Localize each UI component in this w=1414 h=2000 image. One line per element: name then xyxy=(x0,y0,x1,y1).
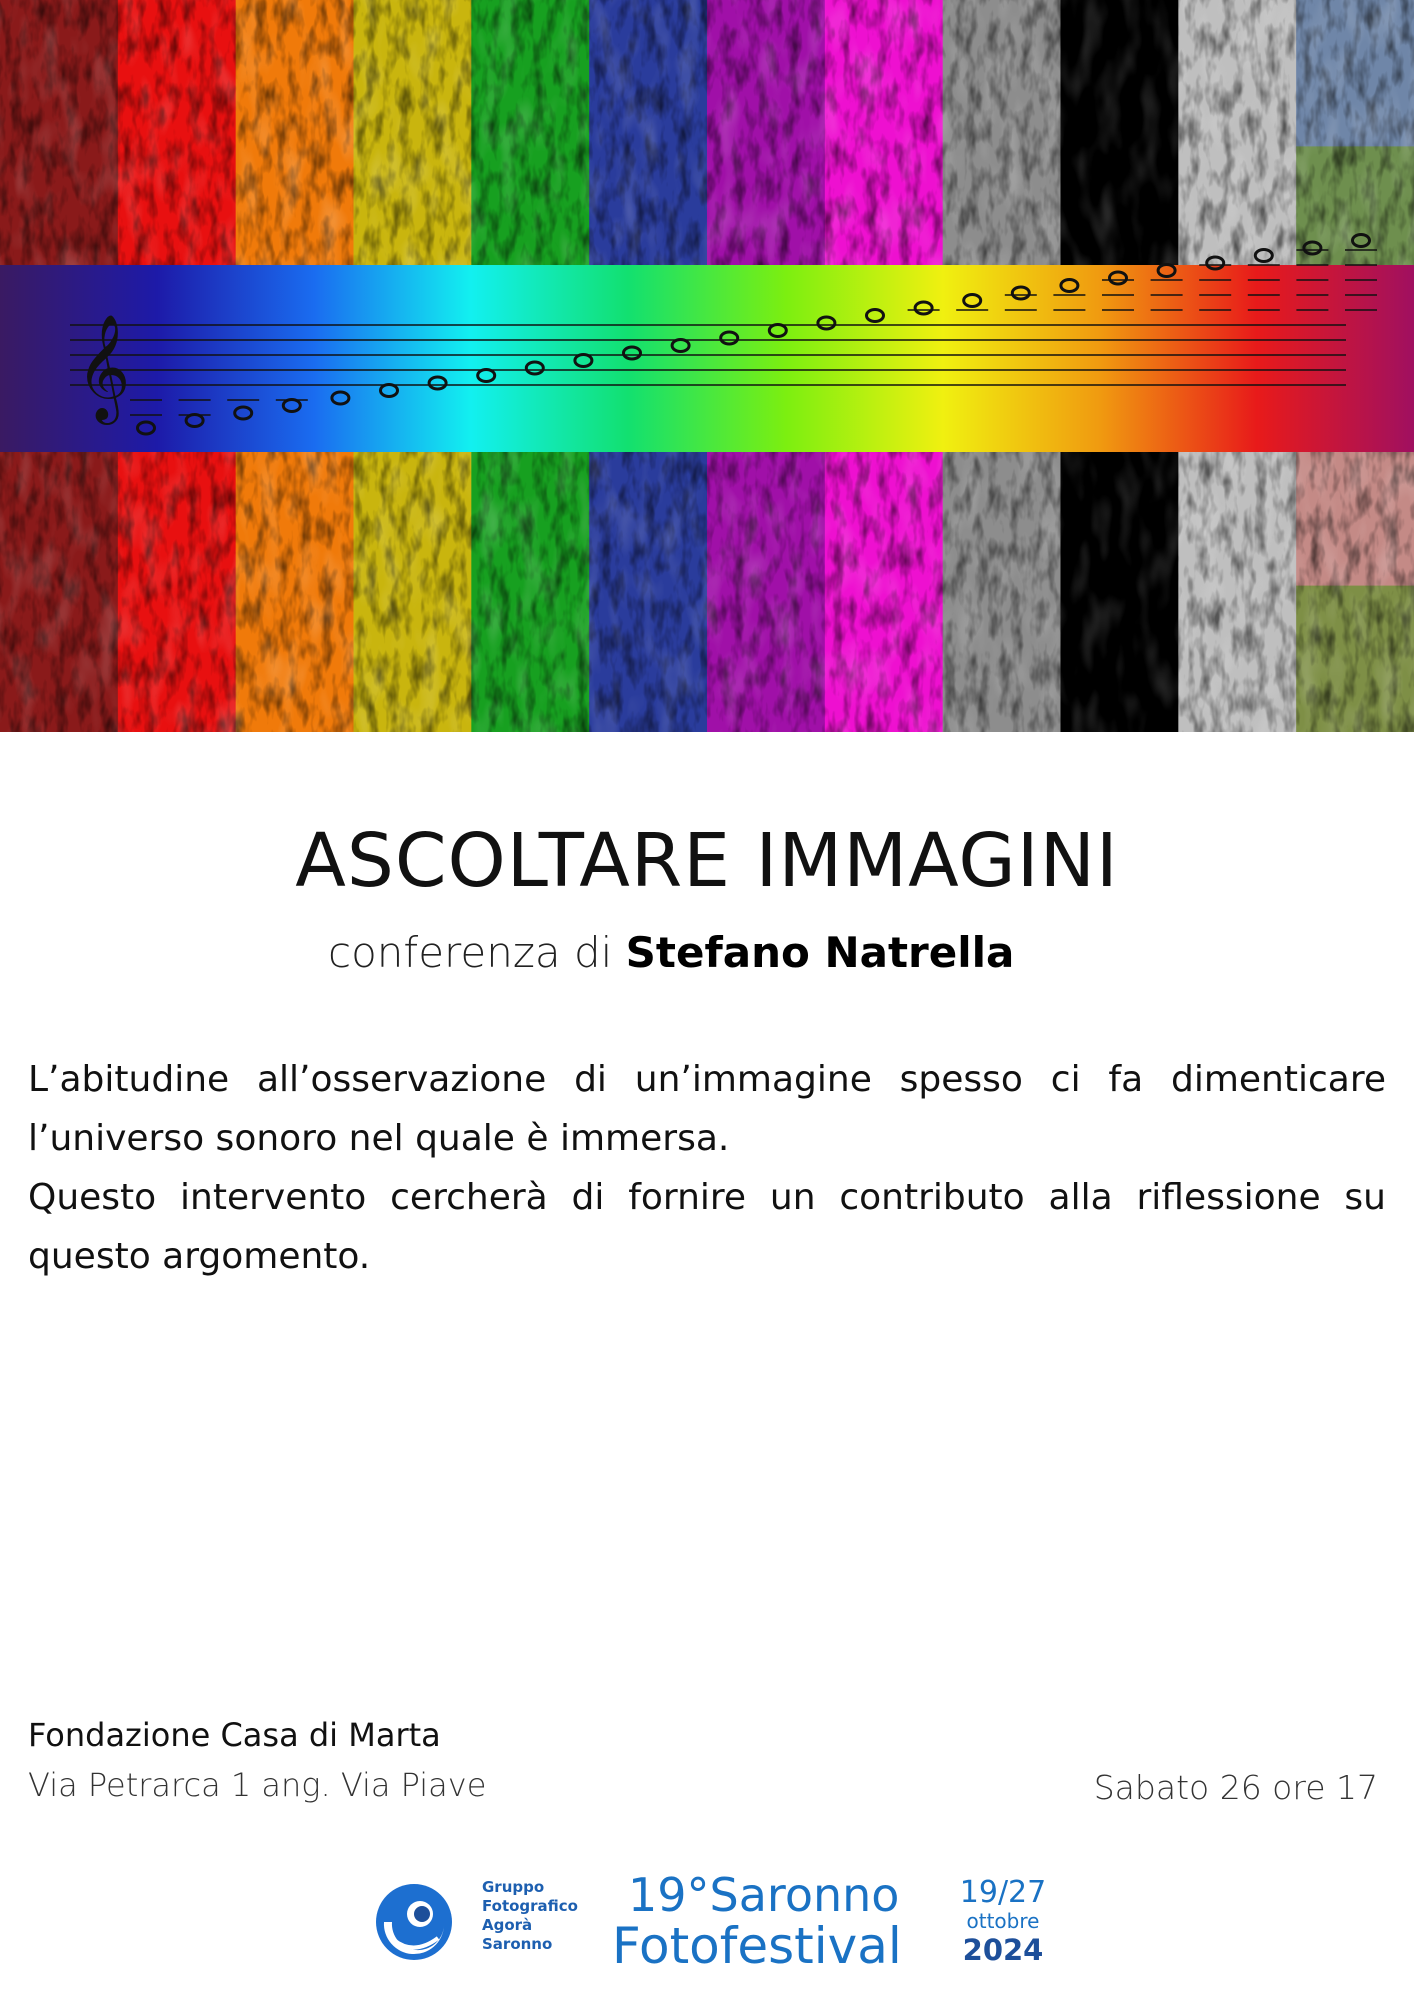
footer-logos xyxy=(0,1870,1414,1980)
club-name xyxy=(482,1878,578,1954)
festival-name-1: Saronno xyxy=(709,1868,900,1922)
festival-title-line1 xyxy=(628,1870,899,1920)
festival-date-range: 19/27 xyxy=(959,1875,1047,1910)
event-description xyxy=(28,1050,1386,1286)
festival-name-2: Fotofestival xyxy=(612,1917,902,1975)
description-paragraph: Questo intervento cercherà di fornire un contributo alla riflessione su questo argomento. xyxy=(28,1177,1386,1277)
event-date: Sabato 26 ore 17 xyxy=(1093,1768,1378,1807)
festival-edition: 19° xyxy=(628,1868,710,1922)
speaker-name: Stefano Natrella xyxy=(625,928,1015,977)
header-artwork xyxy=(0,0,1414,732)
event-subtitle xyxy=(328,928,1014,977)
venue-name: Fondazione Casa di Marta xyxy=(28,1716,441,1754)
club-logo-icon xyxy=(374,1882,454,1962)
club-name-line: Agorà xyxy=(482,1916,533,1934)
description-paragraph: L’abitudine all’osservazione di un’immagine spesso ci fa dimenticare l’universo sonoro nel quale è immersa. xyxy=(28,1059,1386,1159)
subtitle-prefix: conferenza di xyxy=(328,928,613,977)
venue-address: Via Petrarca 1 ang. Via Piave xyxy=(28,1766,487,1804)
treble-clef-icon: 𝄞 xyxy=(76,313,131,420)
club-name-line: Saronno xyxy=(482,1935,553,1953)
spectrum-band xyxy=(0,265,1414,452)
festival-month: ottobre xyxy=(966,1909,1040,1933)
club-name-line: Gruppo xyxy=(482,1878,545,1896)
festival-dates xyxy=(958,1876,1048,1968)
club-name-line: Fotografico xyxy=(482,1897,578,1915)
event-title: ASCOLTARE IMMAGINI xyxy=(295,818,1119,904)
festival-year: 2024 xyxy=(962,1933,1044,1967)
